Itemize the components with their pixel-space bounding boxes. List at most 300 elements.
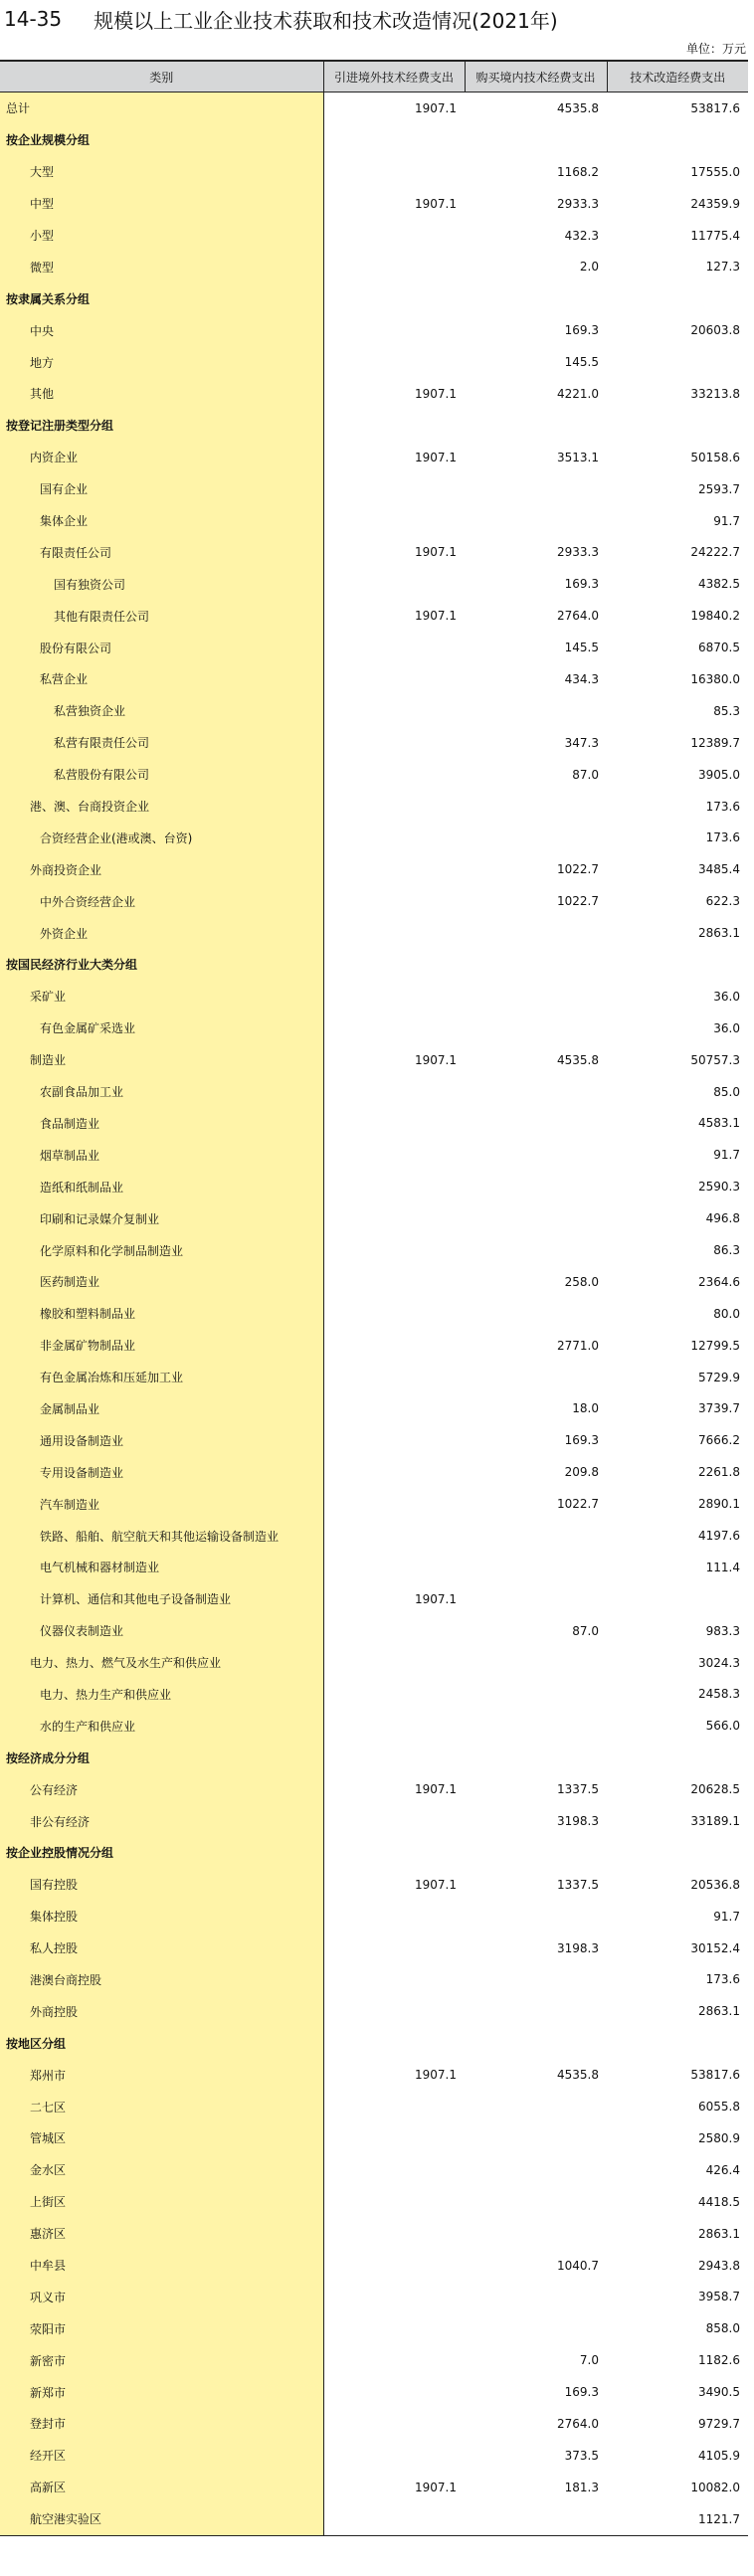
tech-renovation-value: 3490.5: [698, 2385, 740, 2400]
domestic-tech-value: 2933.3: [557, 545, 599, 560]
tech-renovation-value: [607, 1583, 748, 1615]
foreign-tech-value: 1907.1: [415, 2068, 457, 2083]
table-row: [0, 885, 748, 917]
row-label: 大型: [0, 156, 323, 188]
foreign-tech-value: [323, 2440, 465, 2472]
row-label: 金水区: [0, 2154, 323, 2186]
domestic-tech-value: [465, 2122, 607, 2154]
table-row: [0, 2344, 748, 2376]
foreign-tech-value: [323, 1202, 465, 1234]
row-label: 中牟县: [0, 2250, 323, 2282]
row-label: 有色金属矿采选业: [0, 1012, 323, 1044]
foreign-tech-value: [323, 1995, 465, 2027]
row-label: 郑州市: [0, 2059, 323, 2091]
table-row: [0, 473, 748, 505]
foreign-tech-value: [323, 2186, 465, 2218]
tech-renovation-value: 50757.3: [690, 1052, 740, 1067]
foreign-tech-value: [323, 822, 465, 853]
row-label: 股份有限公司: [0, 632, 323, 663]
tech-renovation-value: 91.7: [713, 1148, 740, 1163]
domestic-tech-value: 7.0: [579, 2353, 599, 2368]
table-row: [0, 853, 748, 885]
row-label: 二七区: [0, 2091, 323, 2122]
tech-renovation-value: 1121.7: [607, 2503, 748, 2535]
row-label: 专用设备制造业: [0, 1456, 323, 1488]
row-label: 国有独资公司: [0, 568, 323, 600]
tech-renovation-value: 24359.9: [690, 196, 740, 211]
foreign-tech-value: 1907.1: [415, 100, 457, 115]
domestic-tech-value: 169.3: [564, 1433, 599, 1448]
tech-renovation-value: 3485.4: [698, 862, 740, 877]
tech-renovation-value: 622.3: [705, 894, 740, 909]
row-label: 合资经营企业(港或澳、台资): [0, 822, 323, 853]
tech-renovation-value: 2863.1: [698, 2226, 740, 2241]
foreign-tech-value: [323, 2091, 465, 2122]
domestic-tech-value: 181.3: [564, 2480, 599, 2494]
tech-renovation-value: 858.0: [705, 2321, 740, 2336]
tech-renovation-value: 2364.6: [698, 1274, 740, 1289]
row-label: 汽车制造业: [0, 1488, 323, 1520]
foreign-tech-value: 1907.1: [415, 2480, 457, 2494]
table-row: [0, 1202, 748, 1234]
domestic-tech-value: [465, 505, 607, 537]
foreign-tech-value: [323, 568, 465, 600]
tech-renovation-value: 50158.6: [690, 450, 740, 464]
table-row: [0, 695, 748, 727]
tech-renovation-value: 7666.2: [698, 1433, 740, 1448]
tech-renovation-value: 2863.1: [698, 2004, 740, 2019]
row-label: 按登记注册类型分组: [0, 410, 323, 442]
table-row: [0, 917, 748, 949]
tech-renovation-value: 173.6: [705, 799, 740, 814]
table-row: [0, 2218, 748, 2250]
foreign-tech-value: [323, 2281, 465, 2312]
row-label: 仪器仪表制造业: [0, 1615, 323, 1647]
domestic-tech-value: [465, 1202, 607, 1234]
table-row: [0, 1710, 748, 1742]
foreign-tech-value: 1907.1: [415, 196, 457, 211]
row-label: 集体企业: [0, 505, 323, 537]
table-row: [0, 346, 748, 378]
domestic-tech-value: 169.3: [564, 2385, 599, 2400]
row-label: 内资企业: [0, 442, 323, 473]
domestic-tech-value: [465, 1901, 607, 1932]
domestic-tech-value: 145.5: [564, 355, 599, 370]
tech-renovation-value: 127.3: [705, 260, 740, 275]
foreign-tech-value: 1907.1: [415, 386, 457, 401]
foreign-tech-value: [323, 2027, 465, 2059]
domestic-tech-value: 432.3: [564, 228, 599, 243]
table-row: [0, 2250, 748, 2282]
tech-renovation-value: [607, 1742, 748, 1773]
foreign-tech-value: [323, 759, 465, 791]
table-row: [0, 442, 748, 473]
domestic-tech-value: [465, 1362, 607, 1393]
row-label: 管城区: [0, 2122, 323, 2154]
tech-renovation-value: [607, 949, 748, 981]
domestic-tech-value: 4535.8: [557, 100, 599, 115]
domestic-tech-value: 347.3: [564, 735, 599, 750]
foreign-tech-value: 1907.1: [415, 609, 457, 624]
domestic-tech-value: 145.5: [564, 641, 599, 655]
foreign-tech-value: [323, 282, 465, 314]
foreign-tech-value: 1907.1: [415, 450, 457, 464]
domestic-tech-value: 1022.7: [557, 1497, 599, 1512]
domestic-tech-value: [465, 1076, 607, 1108]
row-label: 港澳台商控股: [0, 1964, 323, 1996]
tech-renovation-value: 33213.8: [690, 386, 740, 401]
domestic-tech-value: 169.3: [564, 577, 599, 592]
foreign-tech-value: [323, 220, 465, 252]
foreign-tech-value: 1907.1: [415, 1782, 457, 1797]
tech-renovation-value: 566.0: [705, 1719, 740, 1734]
row-label: 私营有限责任公司: [0, 727, 323, 759]
tech-renovation-value: 12389.7: [690, 735, 740, 750]
row-label: 按经济成分分组: [0, 1742, 323, 1773]
table-row: [0, 2154, 748, 2186]
tech-renovation-value: 3905.0: [698, 767, 740, 782]
table-row: [0, 791, 748, 823]
group-header-row: [0, 282, 748, 314]
domestic-tech-value: [465, 1520, 607, 1552]
domestic-tech-value: 3513.1: [557, 450, 599, 464]
row-label: 国有企业: [0, 473, 323, 505]
row-label: 地方: [0, 346, 323, 378]
tech-renovation-value: [607, 282, 748, 314]
domestic-tech-value: 1022.7: [557, 862, 599, 877]
table-row: [0, 600, 748, 632]
table-row: [0, 1139, 748, 1171]
unit-note: 单位：万元: [685, 42, 746, 56]
tech-renovation-value: 2458.3: [698, 1687, 740, 1702]
foreign-tech-value: [323, 1901, 465, 1932]
tech-renovation-value: 6870.5: [698, 641, 740, 655]
foreign-tech-value: [323, 124, 465, 156]
foreign-tech-value: [323, 1679, 465, 1711]
foreign-tech-value: [323, 1805, 465, 1837]
domestic-tech-value: [465, 2154, 607, 2186]
tech-renovation-value: 53817.6: [690, 2068, 740, 2083]
foreign-tech-value: [323, 1298, 465, 1330]
domestic-tech-value: [465, 1742, 607, 1773]
domestic-tech-value: [465, 2186, 607, 2218]
tech-renovation-value: 3024.3: [698, 1655, 740, 1670]
tech-renovation-value: 496.8: [705, 1211, 740, 1226]
foreign-tech-value: [323, 853, 465, 885]
tech-renovation-value: 20628.5: [690, 1782, 740, 1797]
foreign-tech-value: [323, 314, 465, 346]
table-row: [0, 1012, 748, 1044]
tech-renovation-value: 20536.8: [690, 1877, 740, 1892]
table-row: [0, 1995, 748, 2027]
tech-renovation-value: 85.3: [713, 703, 740, 718]
row-label: 私人控股: [0, 1932, 323, 1964]
column-header-foreign-tech: 引进境外技术经费支出: [323, 61, 465, 92]
foreign-tech-value: [323, 1076, 465, 1108]
foreign-tech-value: [323, 2218, 465, 2250]
table-row: [0, 1234, 748, 1266]
row-label: 按企业控股情况分组: [0, 1837, 323, 1869]
domestic-tech-value: 1022.7: [557, 894, 599, 909]
table-row: [0, 378, 748, 410]
row-label: 电力、热力生产和供应业: [0, 1679, 323, 1711]
group-header-row: [0, 1742, 748, 1773]
foreign-tech-value: [323, 1234, 465, 1266]
header-row: [0, 61, 748, 92]
foreign-tech-value: [323, 1742, 465, 1773]
table-row: [0, 1964, 748, 1996]
foreign-tech-value: [323, 1964, 465, 1996]
row-label: 其他: [0, 378, 323, 410]
table-row: [0, 981, 748, 1012]
domestic-tech-value: 1337.5: [557, 1782, 599, 1797]
row-label: 橡胶和塑料制品业: [0, 1298, 323, 1330]
tech-renovation-value: 91.7: [713, 513, 740, 528]
tech-renovation-value: 53817.6: [690, 100, 740, 115]
domestic-tech-value: [465, 2027, 607, 2059]
domestic-tech-value: 87.0: [572, 767, 599, 782]
foreign-tech-value: 1907.1: [415, 1052, 457, 1067]
domestic-tech-value: 18.0: [572, 1401, 599, 1416]
row-label: 中型: [0, 188, 323, 220]
tech-renovation-value: 983.3: [705, 1623, 740, 1638]
table-row: [0, 1393, 748, 1425]
row-label: 荥阳市: [0, 2312, 323, 2344]
tech-renovation-value: [607, 1837, 748, 1869]
foreign-tech-value: [323, 156, 465, 188]
table-row: [0, 1805, 748, 1837]
tech-renovation-value: 12799.5: [690, 1338, 740, 1353]
domestic-tech-value: [465, 1964, 607, 1996]
table-row: [0, 1552, 748, 1583]
foreign-tech-value: [323, 1108, 465, 1140]
row-label: 公有经济: [0, 1773, 323, 1805]
table-row: [0, 1583, 748, 1615]
table-row: [0, 632, 748, 663]
table-row: [0, 2408, 748, 2440]
foreign-tech-value: [323, 917, 465, 949]
table-row: [0, 1488, 748, 1520]
row-label: 金属制品业: [0, 1393, 323, 1425]
domestic-tech-value: [465, 1171, 607, 1202]
foreign-tech-value: [323, 1393, 465, 1425]
foreign-tech-value: [323, 1362, 465, 1393]
row-label: 电力、热力、燃气及水生产和供应业: [0, 1647, 323, 1679]
table-row: [0, 1424, 748, 1456]
table-body: [0, 92, 748, 2536]
table-row: [0, 2440, 748, 2472]
row-label: 食品制造业: [0, 1108, 323, 1140]
foreign-tech-value: [323, 2312, 465, 2344]
domestic-tech-value: 3198.3: [557, 1814, 599, 1829]
tech-renovation-value: 173.6: [705, 830, 740, 845]
foreign-tech-value: [323, 1552, 465, 1583]
domestic-tech-value: [465, 1583, 607, 1615]
domestic-tech-value: [465, 1837, 607, 1869]
tech-renovation-value: 30152.4: [690, 1940, 740, 1955]
domestic-tech-value: 2771.0: [557, 1338, 599, 1353]
row-label: 有限责任公司: [0, 536, 323, 568]
domestic-tech-value: [465, 695, 607, 727]
tech-renovation-value: 2580.9: [698, 2130, 740, 2145]
domestic-tech-value: [465, 2218, 607, 2250]
table-row: [0, 727, 748, 759]
tech-renovation-value: 5729.9: [698, 1370, 740, 1384]
table-row: [0, 2059, 748, 2091]
foreign-tech-value: [323, 1932, 465, 1964]
row-label: 造纸和纸制品业: [0, 1171, 323, 1202]
foreign-tech-value: [323, 1520, 465, 1552]
row-label: 有色金属冶炼和压延加工业: [0, 1362, 323, 1393]
table-row: [0, 2312, 748, 2344]
row-label: 非公有经济: [0, 1805, 323, 1837]
domestic-tech-value: [465, 949, 607, 981]
tech-renovation-value: [607, 2027, 748, 2059]
table-number: 14-35: [4, 7, 63, 31]
row-label: 私营股份有限公司: [0, 759, 323, 791]
domestic-tech-value: 3198.3: [557, 1940, 599, 1955]
tech-renovation-value: [607, 346, 748, 378]
tech-renovation-value: 91.7: [713, 1909, 740, 1924]
row-label: 化学原料和化学制品制造业: [0, 1234, 323, 1266]
row-label: 采矿业: [0, 981, 323, 1012]
row-label: 高新区: [0, 2472, 323, 2503]
group-header-row: [0, 2027, 748, 2059]
row-label: 按国民经济行业大类分组: [0, 949, 323, 981]
domestic-tech-value: [465, 282, 607, 314]
domestic-tech-value: 2933.3: [557, 196, 599, 211]
domestic-tech-value: 4221.0: [557, 386, 599, 401]
domestic-tech-value: 1040.7: [557, 2258, 599, 2273]
tech-renovation-value: 3739.7: [698, 1401, 740, 1416]
table-row: [0, 536, 748, 568]
domestic-tech-value: 4535.8: [557, 1052, 599, 1067]
table-row: [0, 92, 748, 124]
domestic-tech-value: [465, 1139, 607, 1171]
domestic-tech-value: 4535.8: [557, 2068, 599, 2083]
foreign-tech-value: [323, 632, 465, 663]
tech-renovation-value: 2593.7: [698, 481, 740, 496]
row-label: 港、澳、台商投资企业: [0, 791, 323, 823]
row-label: 中央: [0, 314, 323, 346]
tech-renovation-value: 36.0: [713, 1020, 740, 1035]
table-row: [0, 2281, 748, 2312]
table-row: [0, 568, 748, 600]
foreign-tech-value: [323, 2344, 465, 2376]
foreign-tech-value: [323, 1710, 465, 1742]
tech-renovation-value: 2590.3: [698, 1180, 740, 1195]
table-row: [0, 1520, 748, 1552]
foreign-tech-value: [323, 346, 465, 378]
foreign-tech-value: [323, 1266, 465, 1298]
table-row: [0, 1615, 748, 1647]
row-label: 制造业: [0, 1044, 323, 1076]
foreign-tech-value: [323, 695, 465, 727]
domestic-tech-value: [465, 410, 607, 442]
table-row: [0, 822, 748, 853]
foreign-tech-value: 1907.1: [415, 1877, 457, 1892]
table-row: [0, 1679, 748, 1711]
row-label: 通用设备制造业: [0, 1424, 323, 1456]
tech-renovation-value: 33189.1: [690, 1814, 740, 1829]
domestic-tech-value: [465, 1552, 607, 1583]
tech-renovation-value: 4583.1: [698, 1116, 740, 1131]
foreign-tech-value: [323, 505, 465, 537]
foreign-tech-value: [323, 1330, 465, 1362]
row-label: 登封市: [0, 2408, 323, 2440]
column-header-domestic-tech: 购买境内技术经费支出: [465, 61, 607, 92]
table-row: [0, 1171, 748, 1202]
table-row: [0, 505, 748, 537]
foreign-tech-value: [323, 663, 465, 695]
tech-renovation-value: 4382.5: [698, 577, 740, 592]
foreign-tech-value: [323, 949, 465, 981]
domestic-tech-value: [465, 1679, 607, 1711]
row-label: 私营独资企业: [0, 695, 323, 727]
table-row: [0, 1266, 748, 1298]
domestic-tech-value: [465, 822, 607, 853]
foreign-tech-value: [323, 727, 465, 759]
table-row: [0, 1932, 748, 1964]
domestic-tech-value: [465, 2312, 607, 2344]
foreign-tech-value: 1907.1: [415, 1591, 457, 1606]
foreign-tech-value: [323, 2503, 465, 2535]
foreign-tech-value: [323, 1456, 465, 1488]
column-header-category: 类别: [0, 61, 323, 92]
tech-renovation-value: 36.0: [713, 989, 740, 1004]
domestic-tech-value: [465, 1647, 607, 1679]
foreign-tech-value: [323, 1647, 465, 1679]
page-title: [4, 6, 558, 32]
tech-renovation-value: 3958.7: [698, 2290, 740, 2304]
row-label: 水的生产和供应业: [0, 1710, 323, 1742]
group-header-row: [0, 124, 748, 156]
table-title: 规模以上工业企业技术获取和技术改造情况(2021年): [94, 8, 558, 33]
table-row: [0, 1076, 748, 1108]
domestic-tech-value: [465, 473, 607, 505]
foreign-tech-value: [323, 1424, 465, 1456]
table-row: [0, 1108, 748, 1140]
domestic-tech-value: [465, 2281, 607, 2312]
row-label: 上街区: [0, 2186, 323, 2218]
row-label: 铁路、船舶、航空航天和其他运输设备制造业: [0, 1520, 323, 1552]
row-label: 烟草制品业: [0, 1139, 323, 1171]
domestic-tech-value: 258.0: [564, 1274, 599, 1289]
row-label: 外资企业: [0, 917, 323, 949]
table-row: [0, 1647, 748, 1679]
foreign-tech-value: [323, 251, 465, 282]
domestic-tech-value: [465, 1995, 607, 2027]
row-label: 按企业规模分组: [0, 124, 323, 156]
domestic-tech-value: 169.3: [564, 323, 599, 338]
table-row: [0, 1298, 748, 1330]
tech-renovation-value: 80.0: [713, 1306, 740, 1321]
table-row: [0, 1362, 748, 1393]
table-row: [0, 2186, 748, 2218]
foreign-tech-value: [323, 1488, 465, 1520]
tech-renovation-value: 2863.1: [698, 926, 740, 941]
tech-renovation-value: 86.3: [713, 1243, 740, 1257]
row-label: 中外合资经营企业: [0, 885, 323, 917]
row-label: 电气机械和器材制造业: [0, 1552, 323, 1583]
table-row: [0, 2376, 748, 2408]
row-label: 微型: [0, 251, 323, 282]
tech-renovation-value: 6055.8: [698, 2100, 740, 2115]
domestic-tech-value: [465, 981, 607, 1012]
foreign-tech-value: [323, 2376, 465, 2408]
row-label: 新密市: [0, 2344, 323, 2376]
tech-renovation-value: 2890.1: [698, 1497, 740, 1512]
